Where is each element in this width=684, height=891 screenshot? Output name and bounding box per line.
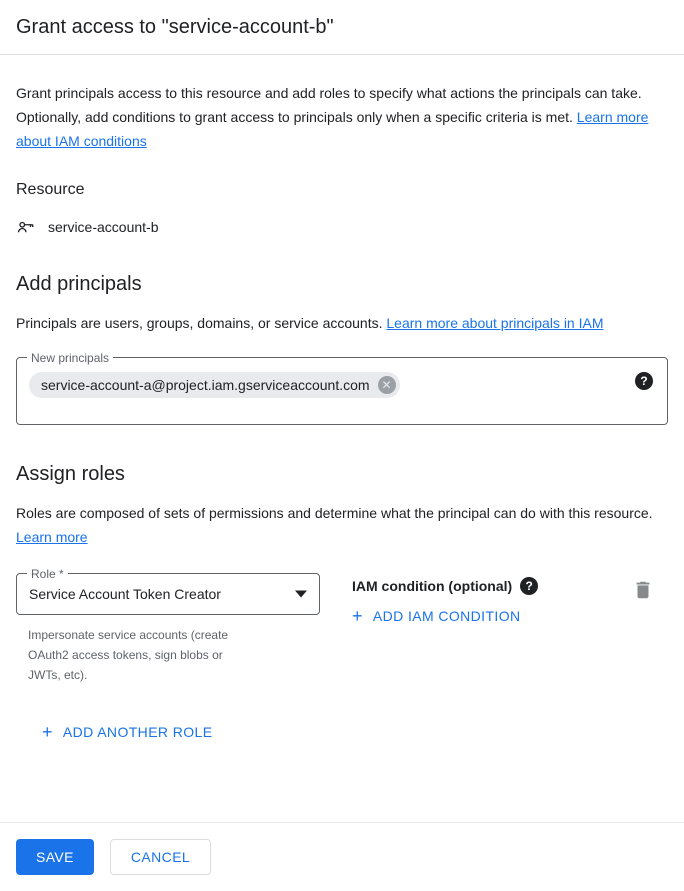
add-another-role-button[interactable]: [42, 723, 212, 741]
add-principals-heading: Add principals: [16, 273, 142, 295]
principal-chip[interactable]: [29, 372, 400, 398]
dialog-header: [0, 0, 684, 55]
role-select-value: Service Account Token Creator: [29, 586, 221, 602]
assign-roles-section: [16, 461, 668, 743]
roles-description: [16, 501, 656, 549]
role-select-label: Role *: [27, 566, 68, 582]
add-iam-condition-label: ADD IAM CONDITION: [372, 608, 521, 624]
principal-chip-label: service-account-a@project.iam.gserviceaccount.com: [41, 377, 370, 393]
iam-condition-label-text: IAM condition (optional): [352, 578, 513, 594]
chevron-down-icon[interactable]: [295, 591, 307, 598]
help-icon[interactable]: ?: [635, 372, 653, 390]
add-principals-section: [16, 271, 668, 425]
add-another-role-row: [42, 711, 668, 743]
save-button[interactable]: SAVE: [16, 839, 94, 875]
resource-section: [16, 179, 668, 237]
dialog-footer: [0, 822, 684, 891]
intro-paragraph: [16, 81, 656, 153]
new-principals-label: New principals: [27, 350, 113, 366]
service-account-icon: [16, 217, 36, 237]
assign-roles-heading: Assign roles: [16, 463, 125, 485]
principals-learn-more-link[interactable]: Learn more about principals in IAM: [386, 315, 604, 331]
role-column: [16, 567, 320, 685]
principals-description-text: Principals are users, groups, domains, or service accounts.: [16, 315, 383, 331]
dialog-body: [0, 81, 684, 743]
role-select[interactable]: [16, 567, 320, 615]
iam-condition-label: [352, 577, 620, 595]
delete-role-column: [620, 573, 668, 603]
close-icon[interactable]: ✕: [378, 376, 396, 394]
add-iam-condition-button[interactable]: [352, 607, 521, 625]
iam-conditions-learn-more-link[interactable]: Learn more about IAM conditions: [16, 109, 649, 149]
resource-name: service-account-b: [48, 219, 159, 235]
resource-heading: Resource: [16, 181, 85, 198]
new-principals-field[interactable]: [16, 351, 668, 425]
cancel-button[interactable]: CANCEL: [110, 839, 211, 875]
plus-icon: +: [42, 722, 53, 742]
roles-learn-more-link[interactable]: Learn more: [16, 529, 88, 545]
help-icon[interactable]: ?: [520, 577, 538, 595]
principals-description: [16, 311, 656, 335]
role-row: [16, 567, 668, 685]
trash-icon[interactable]: [632, 579, 656, 603]
role-description: Impersonate service accounts (create OAuth2 access tokens, sign blobs or JWTs, etc).: [28, 628, 229, 682]
resource-row: [16, 217, 668, 237]
page-title: Grant access to "service-account-b": [16, 16, 334, 38]
intro-text: Grant principals access to this resource and add roles to specify what actions the principals can take. Optionally, add conditions to grant access to principals only when a specific criteria is met.: [16, 85, 642, 125]
condition-column: [352, 573, 620, 627]
plus-icon: +: [352, 606, 363, 626]
roles-description-text: Roles are composed of sets of permissions and determine what the principal can do with this resource.: [16, 505, 653, 521]
add-another-role-label: ADD ANOTHER ROLE: [62, 724, 213, 740]
